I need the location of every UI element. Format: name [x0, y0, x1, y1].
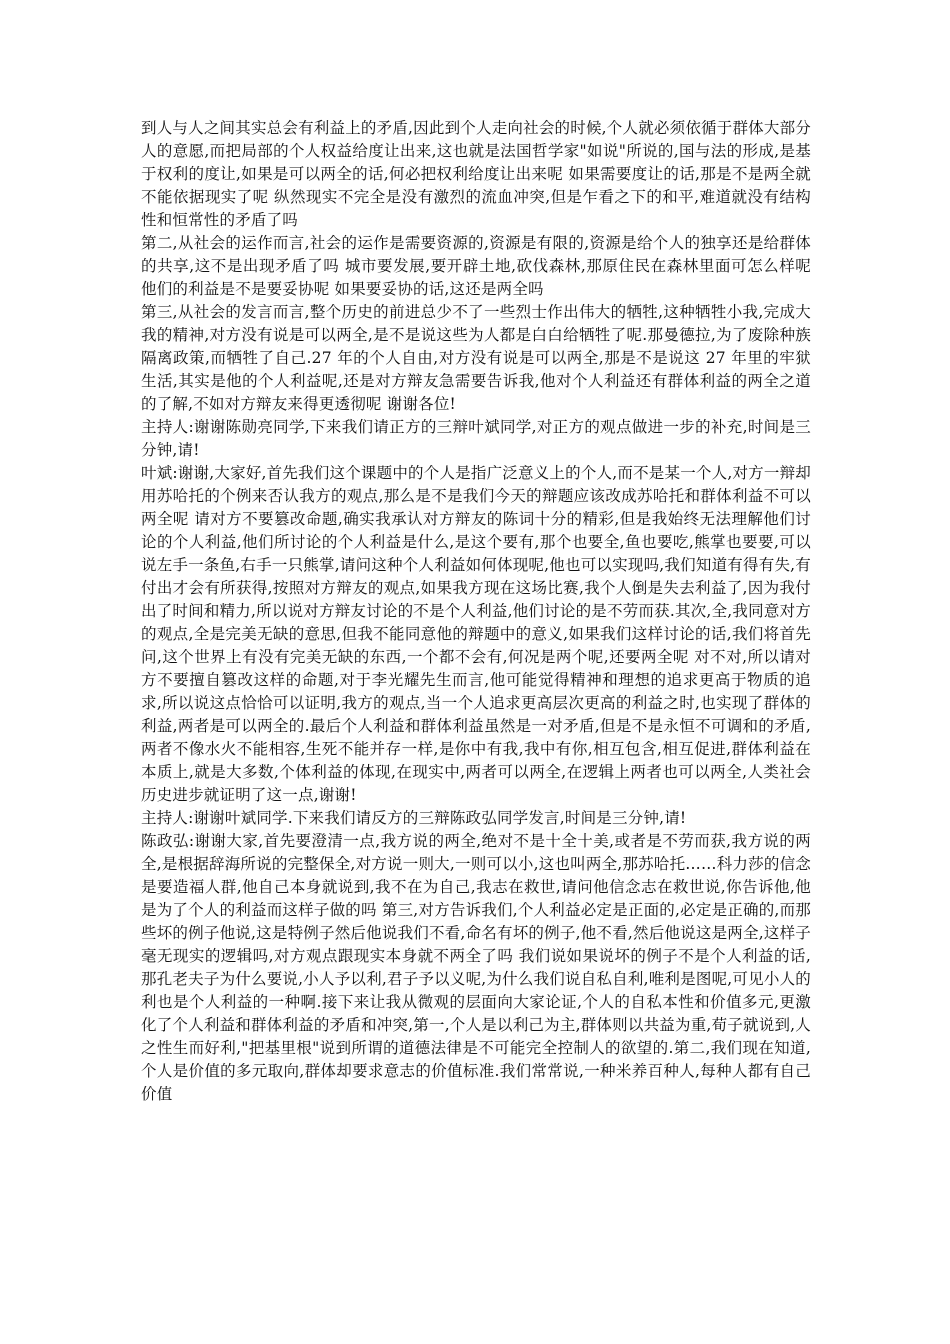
paragraph-host-remark-2: 主持人:谢谢叶斌同学.下来我们请反方的三辩陈政弘同学发言,时间是三分钟,请! — [141, 809, 687, 827]
paragraph-second-point: 第二,从社会的运作而言,社会的运作是需要资源的,资源是有限的,资源是给个人的独享还是给群体的共享,这不是出现矛盾了吗 城市要发展,要开辟土地,砍伐森林,那原住民在森林里面可怎么样呢 他们的利益是不是要妥协呢 如果要妥协的话,这还是两全吗 — [141, 234, 811, 298]
paragraph-ye-bin-speech: 叶斌:谢谢,大家好,首先我们这个课题中的个人是指广泛意义上的个人,而不是某一个人,对方一辩却用苏哈托的个例来否认我方的观点,那么是不是我们今天的辩题应该改成苏哈托和群体利益不可以两全呢 请对方不要篡改命题,确实我承认对方辩友的陈词十分的精彩,但是我始终无法理解他们讨论的个人利益,他们所讨论的个人利益是什么,是这个要有,那个也要全,鱼也要吃,熊掌也要要,可以说左手一条鱼,右手一只熊掌,请问这种个人利益如何体现呢,他也可以实现吗,我们知道有得有失,有付出才会有所获得,按照对方辩友的观点,如果我方现在这场比赛,我个人倒是失去利益了,因为我付出了时间和精力,所以说对方辩友讨论的不是个人利益,他们讨论的是不劳而获.其次,全,我同意对方的观点,全是完美无缺的意思,但我不能同意他的辩题中的意义,如果我们这样讨论的话,我们将首先问,这个世界上有没有完美无缺的东西,一个都不会有,何况是两个呢,还要两全呢 对不对,所以请对方不要擅自篡改这样的命题,对于李光耀先生而言,他可能觉得精神和理想的追求更高于物质的追求,所以说这点恰恰可以证明,我方的观点,当一个人追求更高层次更高的利益之时,也实现了群体的利益,两者是可以两全的.最后个人利益和群体利益虽然是一对矛盾,但是不是永恒不可调和的矛盾,两者不像水火不能相容,生死不能并存一样,是你中有我,我中有你,相互包含,相互促进,群体利益在本质上,就是大多数,个体利益的体现,在现实中,两者可以两全,在逻辑上两者也可以两全,人类社会历史进步就证明了这一点,谢谢! — [141, 464, 811, 804]
document-body — [141, 117, 811, 1106]
paragraph-intro-contradiction: 到人与人之间其实总会有利益上的矛盾,因此到个人走向社会的时候,个人就必须依循于群体大部分人的意愿,而把局部的个人权益给度让出来,这也就是法国哲学家"如说"所说的,国与法的形成,是基于权利的度让,如果是可以两全的话,何必把权利给度让出来呢 如果需要度让的话,那是不是两全就不能依据现实了呢 纵然现实不完全是没有激烈的流血冲突,但是乍看之下的和平,难道就没有结构性和恒常性的矛盾了吗 — [141, 119, 811, 229]
paragraph-chen-zhenghong-speech: 陈政弘:谢谢大家,首先要澄清一点,我方说的两全,绝对不是十全十美,或者是不劳而获,我方说的两全,是根据辞海所说的完整保全,对方说一则大,一则可以小,这也叫两全,那苏哈托……科力莎的信念是要造福人群,他自己本身就说到,我不在为自己,我志在救世,请问他信念志在救世说,你告诉他,他是为了个人的利益而这样子做的吗 第三,对方告诉我们,个人利益必定是正面的,必定是正确的,而那些坏的例子他说,这是特例子然后他说我们不看,命名有坏的例子,他不看,然后他说这是两全,这样子毫无现实的逻辑吗,对方观点跟现实本身就不两全了吗 我们说如果说坏的例子不是个人利益的话,那孔老夫子为什么要说,小人予以利,君子予以义呢,为什么我们说自私自利,唯利是图呢,可见小人的利也是个人利益的一种啊.接下来让我从微观的层面向大家论证,个人的自私本性和价值多元,更激化了个人利益和群体利益的矛盾和冲突,第一,个人是以利己为主,群体则以共益为重,荀子就说到,人之性生而好利,"把基里根"说到所谓的道德法律是不可能完全控制人的欲望的.第二,我们现在知道,个人是价值的多元取向,群体却要求意志的价值标准.我们常常说,一种米养百种人,每种人都有自己价值 — [141, 832, 811, 1103]
paragraph-third-point: 第三,从社会的发言而言,整个历史的前进总少不了一些烈士作出伟大的牺牲,这种牺牲小我,完成大我的精神,对方没有说是可以两全,是不是说这些为人都是白白给牺牲了呢.那曼德拉,为了废除种族隔离政策,而牺牲了自己.27 年的个人自由,对方没有说是可以两全,那是不是说这 27 年里的牢狱生活,其实是他的个人利益呢,还是对方辩友急需要告诉我,他对个人利益还有群体利益的两全之道的了解,不如对方辩友来得更透彻呢 谢谢各位! — [141, 303, 811, 413]
paragraph-host-remark-1: 主持人:谢谢陈勋亮同学,下来我们请正方的三辩叶斌同学,对正方的观点做进一步的补充,时间是三分钟,请! — [141, 418, 811, 459]
